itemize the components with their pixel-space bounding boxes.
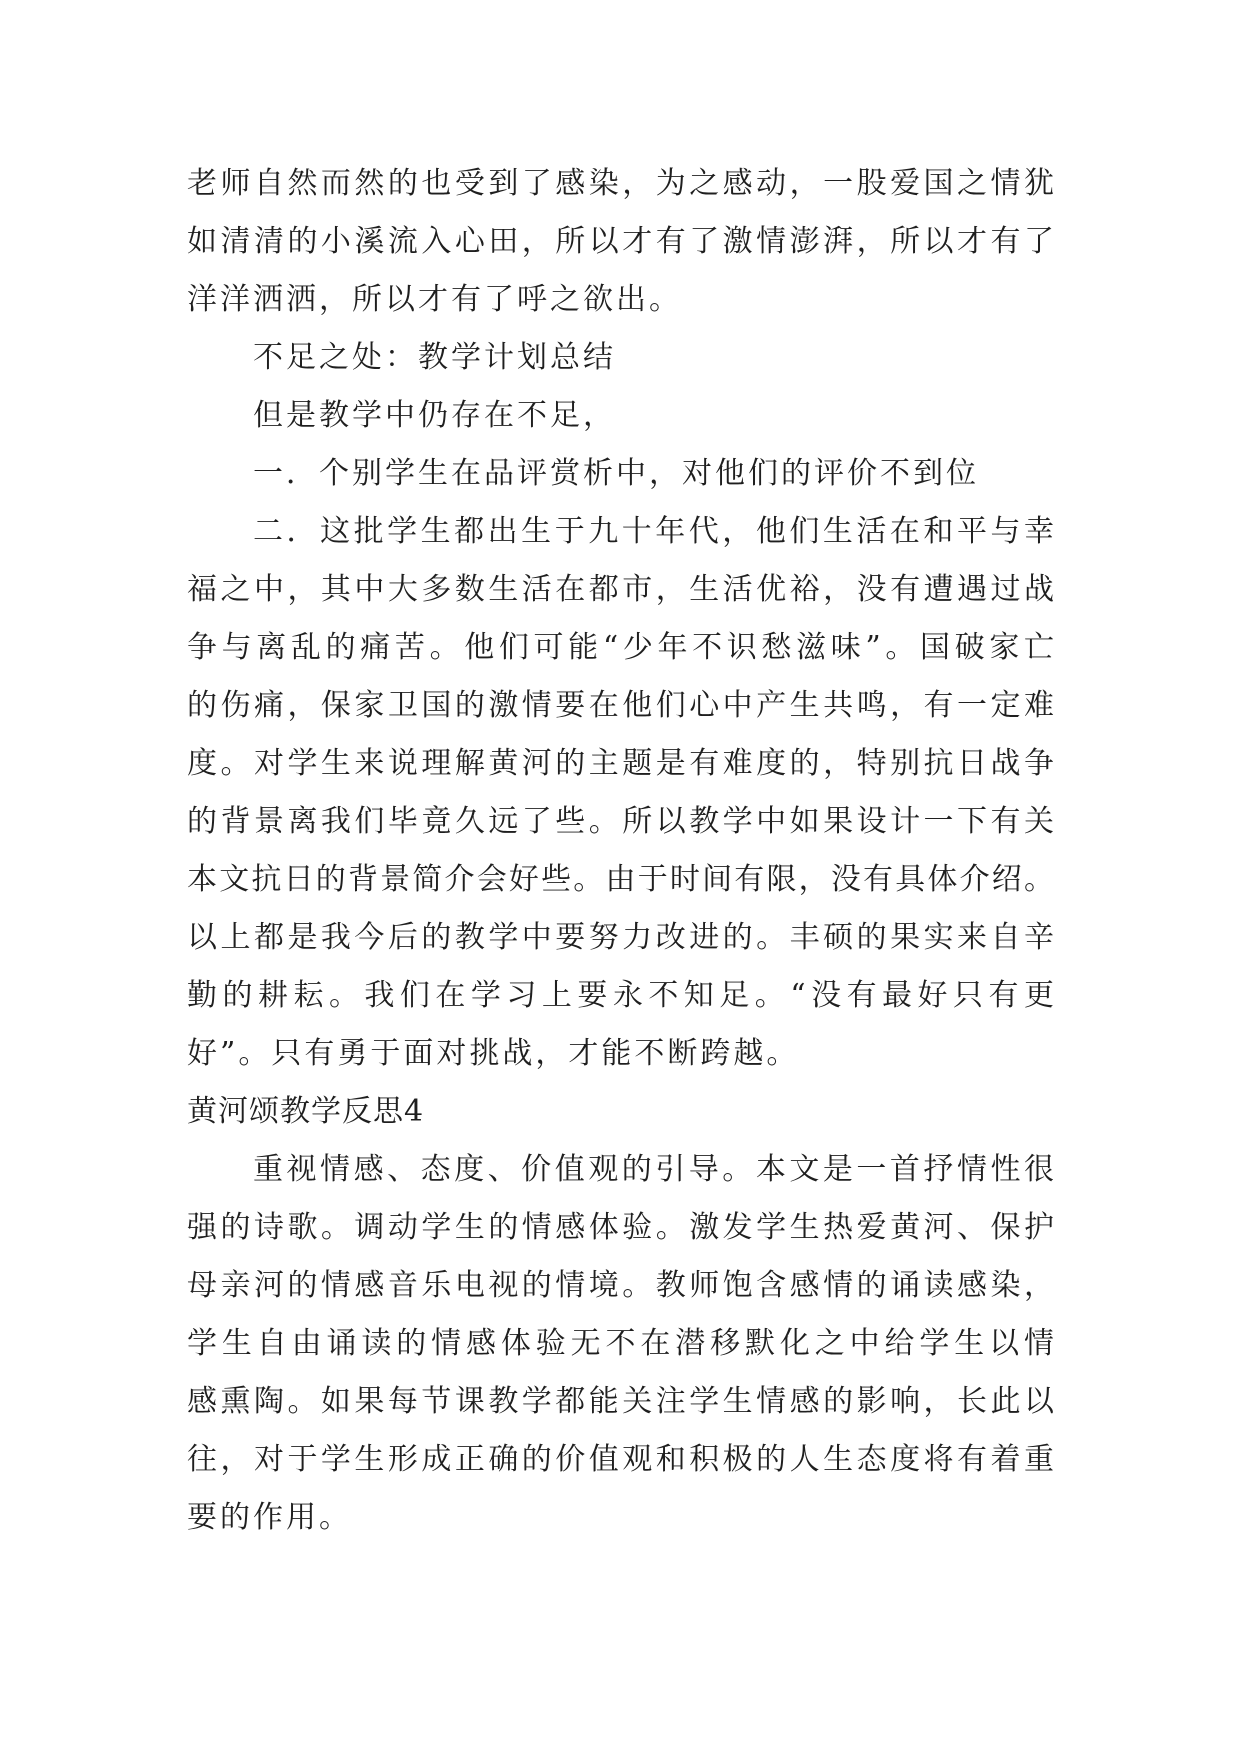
section-1 [187,155,1054,1083]
text-line: 老师自然而然的也受到了感染，为之感动，一股爱国之情犹 [187,166,1054,201]
paragraph [187,503,1054,1083]
text-line: 福之中，其中大多数生活在都市，生活优裕，没有遭遇过战 [187,572,1054,607]
text-line: 感熏陶。如果每节课教学都能关注学生情感的影响，长此以 [187,1384,1054,1419]
section-2 [187,1083,1054,1547]
text-line: 学生自由诵读的情感体验无不在潜移默化之中给学生以情 [187,1326,1054,1361]
text-line: 以上都是我今后的教学中要努力改进的。丰硕的果实来自辛 [187,920,1054,955]
text-line: 但是教学中仍存在不足， [253,398,616,433]
paragraph [187,445,1054,503]
text-line: 往，对于学生形成正确的价值观和积极的人生态度将有着重 [187,1442,1054,1477]
text-line: 本文抗日的背景简介会好些。由于时间有限，没有具体介绍。 [187,862,1054,897]
text-line: 重视情感、态度、价值观的引导。本文是一首抒情性很 [253,1152,1054,1187]
text-line: 母亲河的情感音乐电视的情境。教师饱含感情的诵读感染， [187,1268,1054,1303]
body-text [187,155,1054,1547]
text-line: 的背景离我们毕竟久远了些。所以教学中如果设计一下有关 [187,804,1054,839]
text-line: 洋洋洒洒，所以才有了呼之欲出。 [187,282,682,317]
paragraph [187,329,1054,387]
paragraph [187,387,1054,445]
paragraph [187,155,1054,329]
text-line: 二．这批学生都出生于九十年代，他们生活在和平与幸 [253,514,1054,549]
text-line: 度。对学生来说理解黄河的主题是有难度的，特别抗日战争 [187,746,1054,781]
text-line: 不足之处：教学计划总结 [253,340,616,375]
text-line: 要的作用。 [187,1500,352,1535]
text-line: 如清清的小溪流入心田，所以才有了激情澎湃，所以才有了 [187,224,1054,259]
text-line: 好”。只有勇于面对挑战，才能不断跨越。 [187,1036,800,1071]
text-line: 争与离乱的痛苦。他们可能“少年不识愁滋味”。国破家亡 [187,630,1054,665]
text-line: 勤的耕耘。我们在学习上要永不知足。“没有最好只有更 [187,978,1054,1013]
text-line: 强的诗歌。调动学生的情感体验。激发学生热爱黄河、保护 [187,1210,1054,1245]
text-line: 一．个别学生在品评赏析中，对他们的评价不到位 [253,456,979,491]
paragraph [187,1141,1054,1547]
text-line: 的伤痛，保家卫国的激情要在他们心中产生共鸣，有一定难 [187,688,1054,723]
section-heading: 黄河颂教学反思4 [187,1094,425,1129]
